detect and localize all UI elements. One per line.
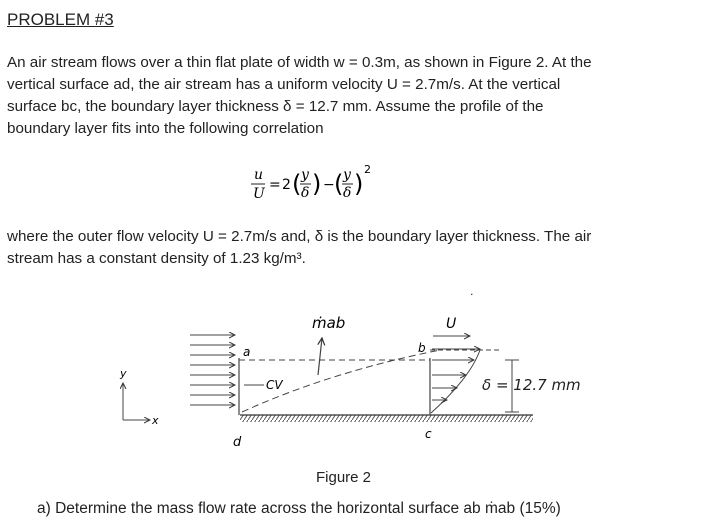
stray-mark: · xyxy=(470,290,474,301)
intro-line-1: An air stream flows over a thin flat plate of width w = 0.3m, as shown in Figure 2. At the xyxy=(7,54,592,71)
label-mab: ṁab xyxy=(312,314,346,332)
velocity-profile xyxy=(431,350,480,413)
inflow-arrows xyxy=(190,335,235,405)
label-d: d xyxy=(233,435,242,450)
intro-line-2: vertical surface ad, the air stream has a uniform velocity U = 2.7m/s. At the vertical xyxy=(7,76,561,93)
eq-frac1-den: δ xyxy=(301,185,310,201)
eq-coef: 2 xyxy=(282,177,291,193)
profile-arrows xyxy=(432,349,480,400)
eq-frac2-den: δ xyxy=(343,185,352,201)
label-y: y xyxy=(120,367,127,380)
eq-lhs-num: u xyxy=(254,167,264,183)
question-a: a) Determine the mass flow rate across the horizontal surface ab ṁab (15%) xyxy=(37,500,561,517)
intro-line-3: surface bc, the boundary layer thickness δ = 12.7 mm. Assume the profile of the xyxy=(7,98,544,115)
label-delta: δ = 12.7 mm xyxy=(482,376,581,394)
eq-frac1-num: y xyxy=(301,167,309,183)
eq-equals: = xyxy=(269,177,281,193)
label-b: b xyxy=(418,341,426,355)
after-line-2: stream has a constant density of 1.23 kg/m³. xyxy=(7,250,306,267)
eq-lhs-den: U xyxy=(253,186,265,202)
eq-paren-open-1: ( xyxy=(292,170,302,198)
flat-plate xyxy=(240,415,533,422)
label-c: c xyxy=(425,427,432,441)
figure-caption: Figure 2 xyxy=(316,469,372,486)
eq-paren-open-2: ( xyxy=(334,170,344,198)
intro-line-4: boundary layer fits into the following correlation xyxy=(7,120,324,137)
label-U: U xyxy=(446,316,457,332)
eq-frac2-num: y xyxy=(343,167,351,183)
eq-paren-close-1: ) xyxy=(312,170,322,198)
label-a: a xyxy=(243,345,251,359)
mass-flow-arrow xyxy=(318,338,322,375)
label-cv: CV xyxy=(266,378,283,392)
problem-title: PROBLEM #3 xyxy=(7,10,114,29)
eq-paren-close-2: ) xyxy=(354,170,364,198)
after-line-1: where the outer flow velocity U = 2.7m/s and, δ is the boundary layer thickness. The air xyxy=(7,228,592,245)
eq-minus: − xyxy=(323,177,335,193)
label-x: x xyxy=(152,414,159,427)
eq-exponent: 2 xyxy=(364,163,371,176)
